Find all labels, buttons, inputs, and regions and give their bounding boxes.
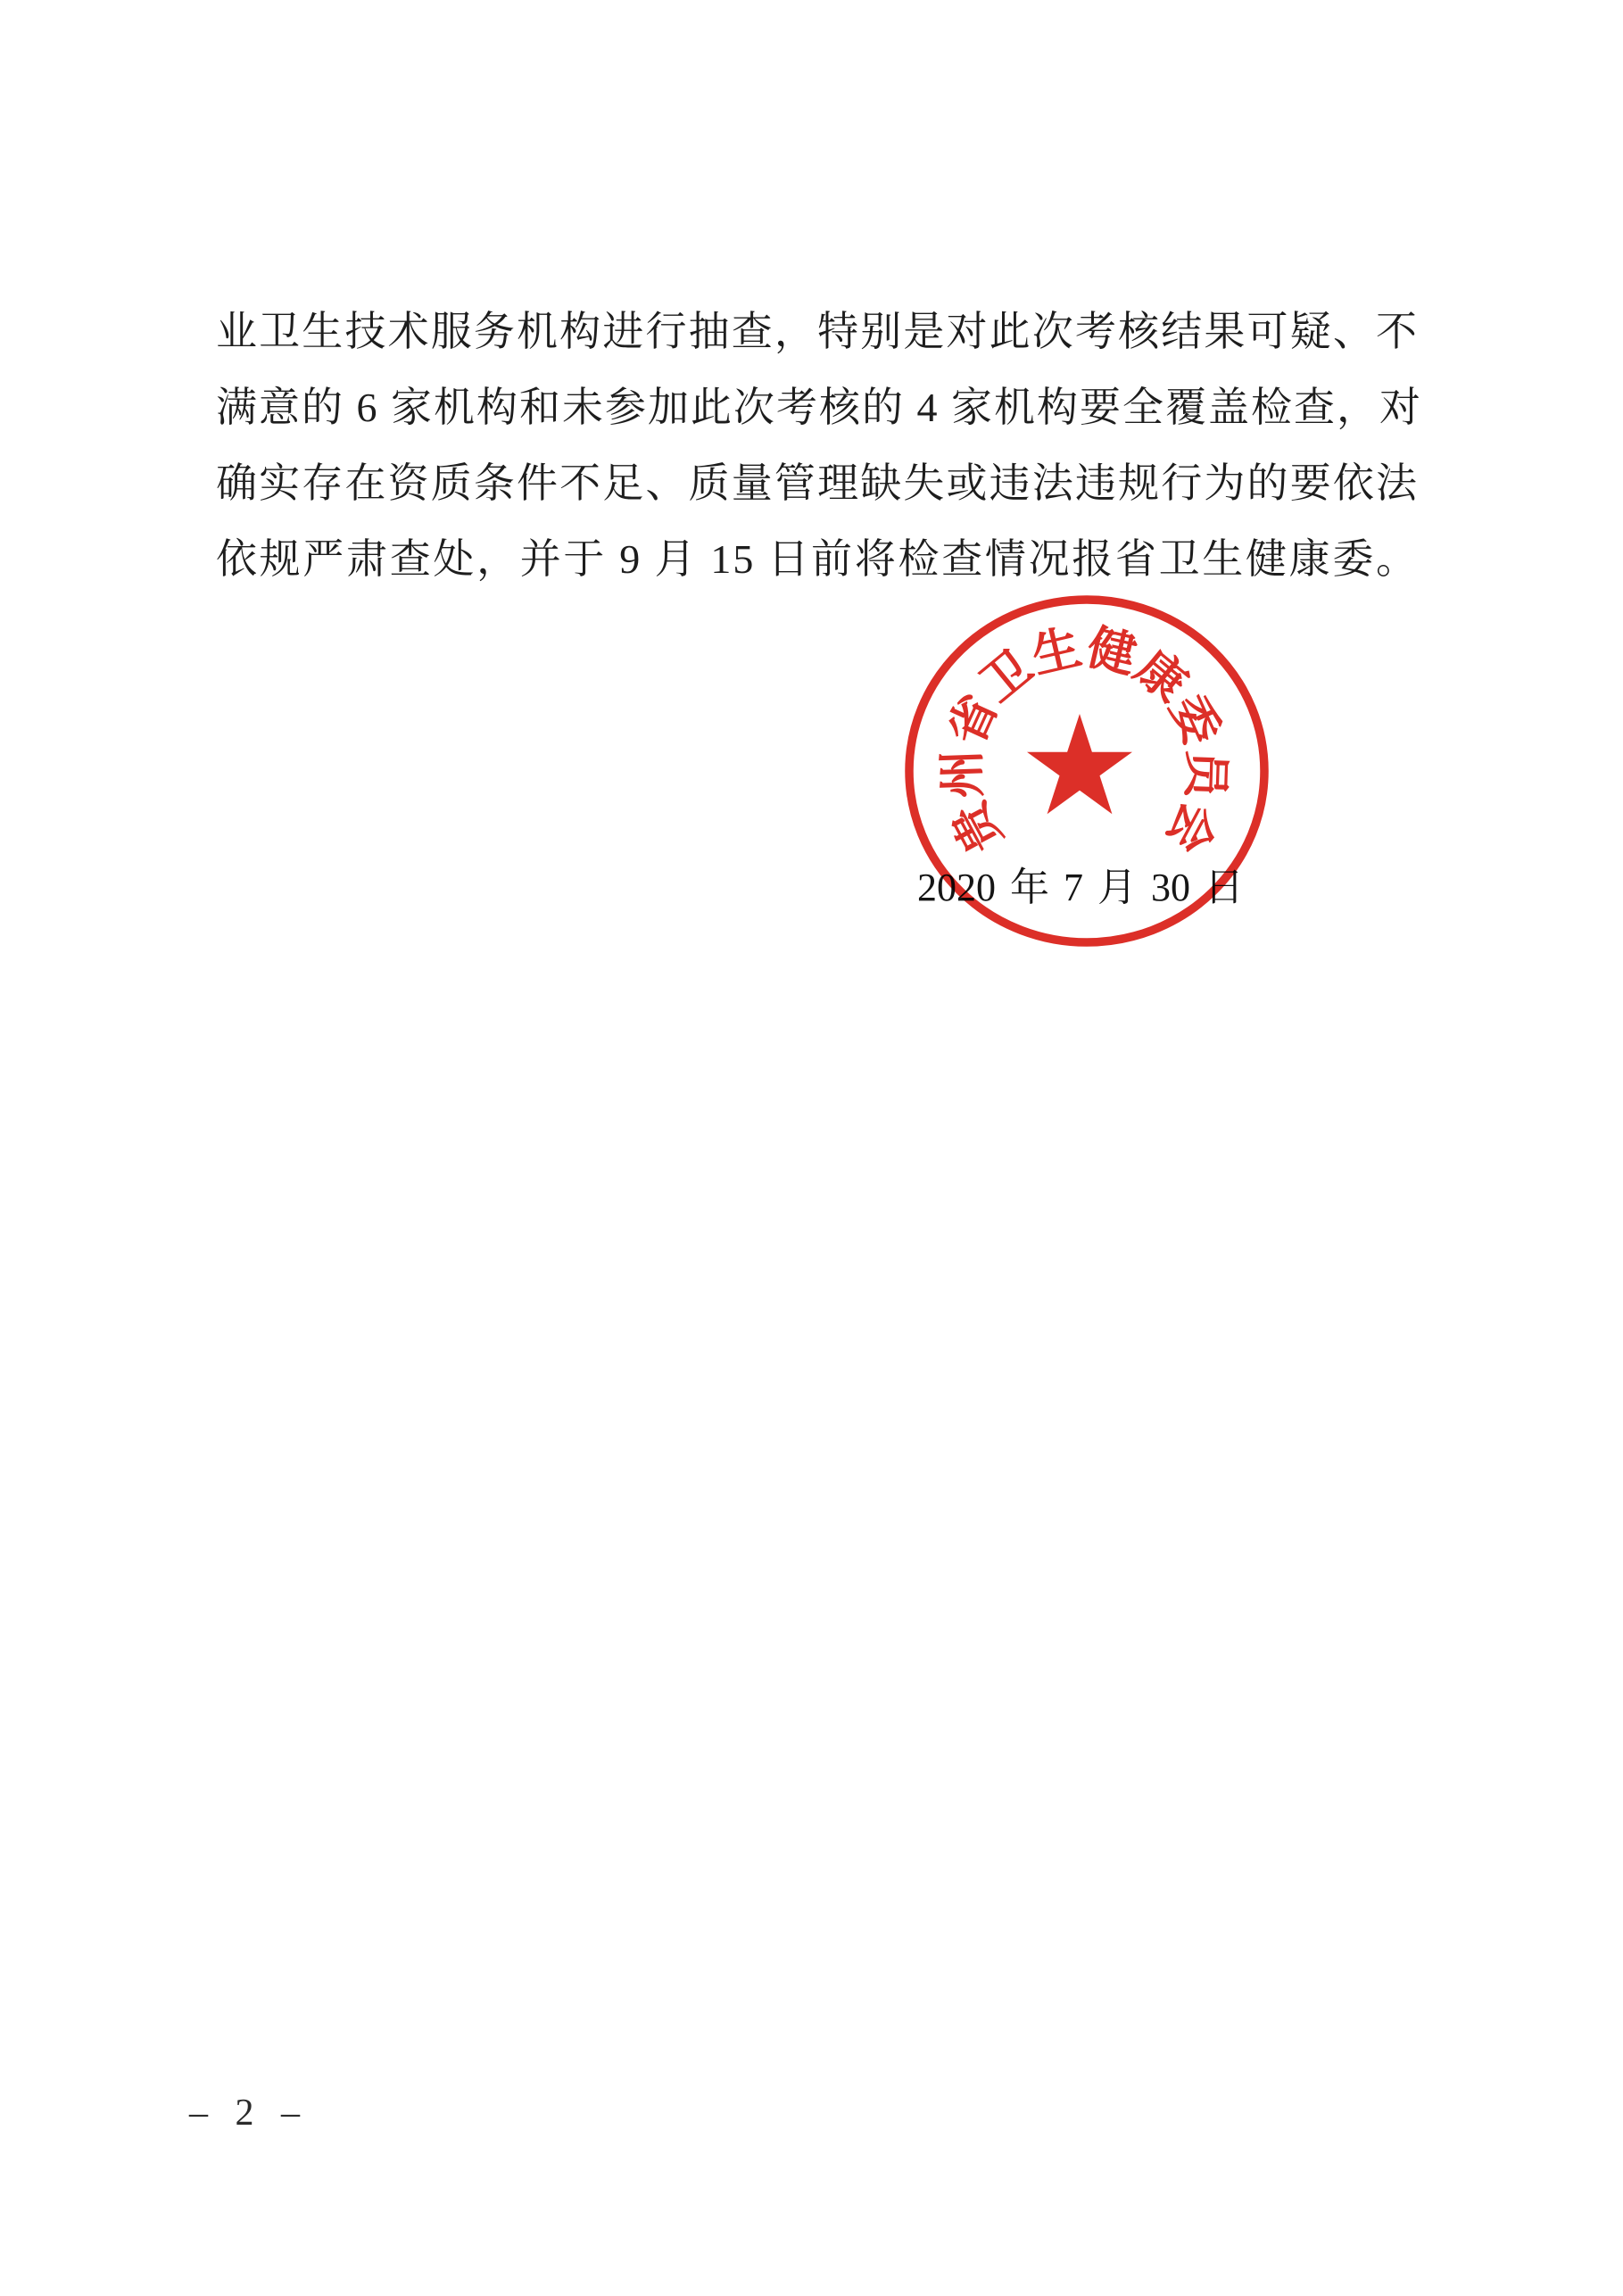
body-line: 业卫生技术服务机构进行抽查，特别是对此次考核结果可疑、不	[216, 309, 1419, 354]
document-body	[216, 294, 1422, 597]
seal-text: 贵州省卫生健康委员会	[935, 620, 1233, 862]
body-line: 确实存在资质条件不足、质量管理缺失或违法违规行为的要依法	[216, 460, 1419, 506]
body-line: 依规严肃查处，并于 9 月 15 日前将检查情况报省卫生健康委。	[216, 536, 1419, 582]
body-line: 满意的 6 家机构和未参加此次考核的 4 家机构要全覆盖检查，对	[216, 385, 1422, 430]
date-line: 2020 年 7 月 30 日	[917, 866, 1244, 909]
star-icon	[1027, 714, 1132, 814]
page-number: – 2 –	[189, 2093, 305, 2134]
